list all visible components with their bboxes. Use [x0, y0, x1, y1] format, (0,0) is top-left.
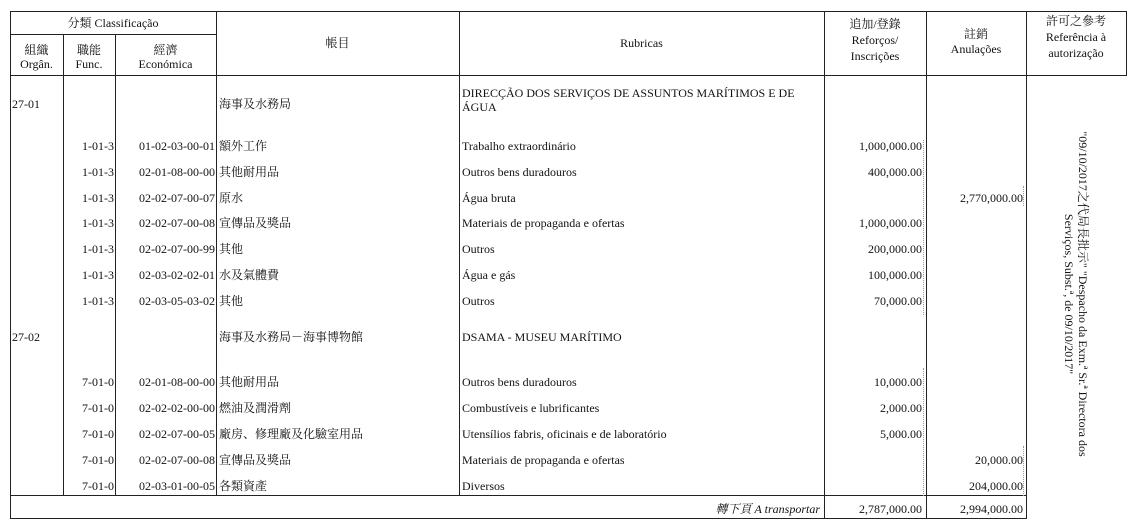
- org-header-cn: 組織: [24, 43, 49, 57]
- cell-anul: 204,000.00: [969, 479, 1023, 493]
- cell-pt: Utensílios fabris, oficinais e de laboratório: [462, 427, 667, 441]
- cell-ref: 70,000.00: [874, 294, 922, 308]
- cell-ref: 5,000.00: [880, 427, 922, 441]
- body-bottom-rule: [10, 495, 1026, 496]
- right-border: [1126, 11, 1127, 76]
- cell-econ: 02-02-07-00-05: [139, 427, 215, 441]
- cell-econ: 02-02-07-00-08: [139, 453, 215, 467]
- cell-ref: 400,000.00: [868, 165, 922, 179]
- cell-cn: 其他: [219, 242, 244, 256]
- cell-func: 1-01-3: [82, 165, 114, 179]
- cell-func: 7-01-0: [82, 479, 114, 493]
- cell-pt: Água e gás: [462, 268, 516, 282]
- cell-org: 27-02: [12, 330, 40, 344]
- cell-org: 27-01: [12, 97, 40, 111]
- footer-bottom-rule: [10, 518, 1026, 519]
- cell-cn: 原水: [219, 191, 244, 205]
- anulacoes-header-cn: 註銷: [963, 27, 988, 41]
- anulacoes-dots-1: [1023, 186, 1025, 206]
- total-anulacoes: 2,994,000.00: [960, 502, 1023, 516]
- org-header-pt: Orgân.: [20, 57, 53, 71]
- cell-pt: Outros bens duradouros: [462, 375, 577, 389]
- cell-pt: Água bruta: [462, 191, 516, 205]
- anulacoes-header-pt: Anulações: [950, 42, 1002, 56]
- col-sep-reforcos: [926, 11, 927, 519]
- cell-econ: 02-03-02-02-01: [139, 268, 215, 282]
- col-sep-account: [459, 11, 460, 496]
- cell-func: 1-01-3: [82, 191, 114, 205]
- rubricas-header: Rubricas: [620, 36, 663, 50]
- col-sep-anulacoes: [1026, 11, 1027, 519]
- cell-cn: 海事及水務局－海事博物館: [219, 330, 364, 344]
- cell-func: 7-01-0: [82, 375, 114, 389]
- cell-func: 7-01-0: [82, 453, 114, 467]
- cell-pt: Diversos: [462, 479, 505, 493]
- cell-func: 7-01-0: [82, 427, 114, 441]
- account-header: 帳目: [325, 36, 350, 50]
- cell-func: 7-01-0: [82, 401, 114, 415]
- header-bottom-rule: [10, 75, 1126, 76]
- cell-econ: 02-02-07-00-07: [139, 191, 215, 205]
- cell-cn: 宣傳品及獎品: [219, 453, 292, 467]
- col-sep-rubricas: [824, 11, 825, 519]
- cell-pt: Trabalho extraordinário: [462, 139, 576, 153]
- cell-pt: Outros bens duradouros: [462, 165, 577, 179]
- cell-anul: 20,000.00: [975, 453, 1023, 467]
- cell-econ: 02-03-01-00-05: [139, 479, 215, 493]
- cell-econ: 02-01-08-00-00: [139, 165, 215, 179]
- cell-econ: 02-03-05-03-02: [139, 294, 215, 308]
- cell-econ: 01-02-03-00-01: [139, 139, 215, 153]
- col-sep-func: [115, 34, 116, 496]
- reforcos-dots-1: [923, 140, 925, 315]
- reforcos-header-pt1: Reforços/: [851, 33, 899, 47]
- cell-econ: 02-02-02-00-00: [139, 401, 215, 415]
- cell-pt: DIRECÇÃO DOS SERVIÇOS DE ASSUNTOS MARÍTIMOS E DE ÁGUA: [462, 86, 795, 114]
- col-sep-econ: [216, 11, 217, 496]
- cell-ref: 200,000.00: [868, 242, 922, 256]
- authorization-text: "09/10/2017之代局長批示" "Despacho da Exm.ª Sr.ª Directora dos Serviços, Subst.ª, de 09/10/2017": [1062, 131, 1090, 457]
- cell-pt: Materiais de propaganda e ofertas: [462, 453, 625, 467]
- cell-anul: 2,770,000.00: [960, 191, 1023, 205]
- transport-label: 轉下頁 A transportar: [715, 502, 820, 516]
- cell-ref: 10,000.00: [874, 375, 922, 389]
- cell-cn: 各類資產: [219, 479, 268, 493]
- econ-header-pt: Económica: [138, 57, 193, 71]
- reforcos-header-pt2: Inscrições: [850, 49, 900, 63]
- cell-pt: Outros: [462, 242, 495, 256]
- cell-pt: DSAMA - MUSEU MARÍTIMO: [462, 330, 622, 344]
- top-rule: [10, 11, 1126, 12]
- reforcos-dots-2: [923, 368, 925, 496]
- econ-header-cn: 經濟: [153, 43, 178, 57]
- cell-ref: 100,000.00: [868, 268, 922, 282]
- cell-econ: 02-01-08-00-00: [139, 375, 215, 389]
- anulacoes-dots-2: [1023, 446, 1025, 496]
- cell-func: 1-01-3: [82, 268, 114, 282]
- referencia-header-pt1: Referência à: [1045, 30, 1107, 44]
- col-sep-org: [63, 34, 64, 496]
- cell-func: 1-01-3: [82, 139, 114, 153]
- total-reforcos: 2,787,000.00: [859, 502, 922, 516]
- classification-header: 分類 Classificação: [67, 16, 159, 30]
- reforcos-header-cn: 追加/登錄: [849, 17, 901, 31]
- authorization-note: [1038, 104, 1114, 484]
- cell-ref: 1,000,000.00: [859, 216, 922, 230]
- cell-cn: 水及氣體費: [219, 268, 280, 282]
- cell-cn: 廠房、修理廠及化驗室用品: [219, 427, 364, 441]
- classification-rule: [10, 34, 216, 35]
- cell-pt: Materiais de propaganda e ofertas: [462, 216, 625, 230]
- cell-cn: 宣傳品及獎品: [219, 216, 292, 230]
- referencia-header-cn: 許可之參考: [1045, 14, 1106, 28]
- cell-func: 1-01-3: [82, 294, 114, 308]
- left-border: [10, 11, 11, 519]
- cell-func: 1-01-3: [82, 242, 114, 256]
- cell-func: 1-01-3: [82, 216, 114, 230]
- cell-cn: 其他耐用品: [219, 375, 280, 389]
- func-header-pt: Func.: [75, 57, 103, 71]
- cell-econ: 02-02-07-00-08: [139, 216, 215, 230]
- referencia-header-pt2: autorização: [1048, 46, 1104, 60]
- cell-pt: Outros: [462, 294, 495, 308]
- cell-econ: 02-02-07-00-99: [139, 242, 215, 256]
- cell-cn: 燃油及潤滑劑: [219, 401, 292, 415]
- cell-ref: 1,000,000.00: [859, 139, 922, 153]
- cell-cn: 額外工作: [219, 139, 268, 153]
- cell-cn: 其他耐用品: [219, 165, 280, 179]
- cell-cn: 海事及水務局: [219, 97, 292, 111]
- cell-pt: Combustíveis e lubrificantes: [462, 401, 600, 415]
- cell-cn: 其他: [219, 294, 244, 308]
- func-header-cn: 職能: [76, 43, 101, 57]
- cell-ref: 2,000.00: [880, 401, 922, 415]
